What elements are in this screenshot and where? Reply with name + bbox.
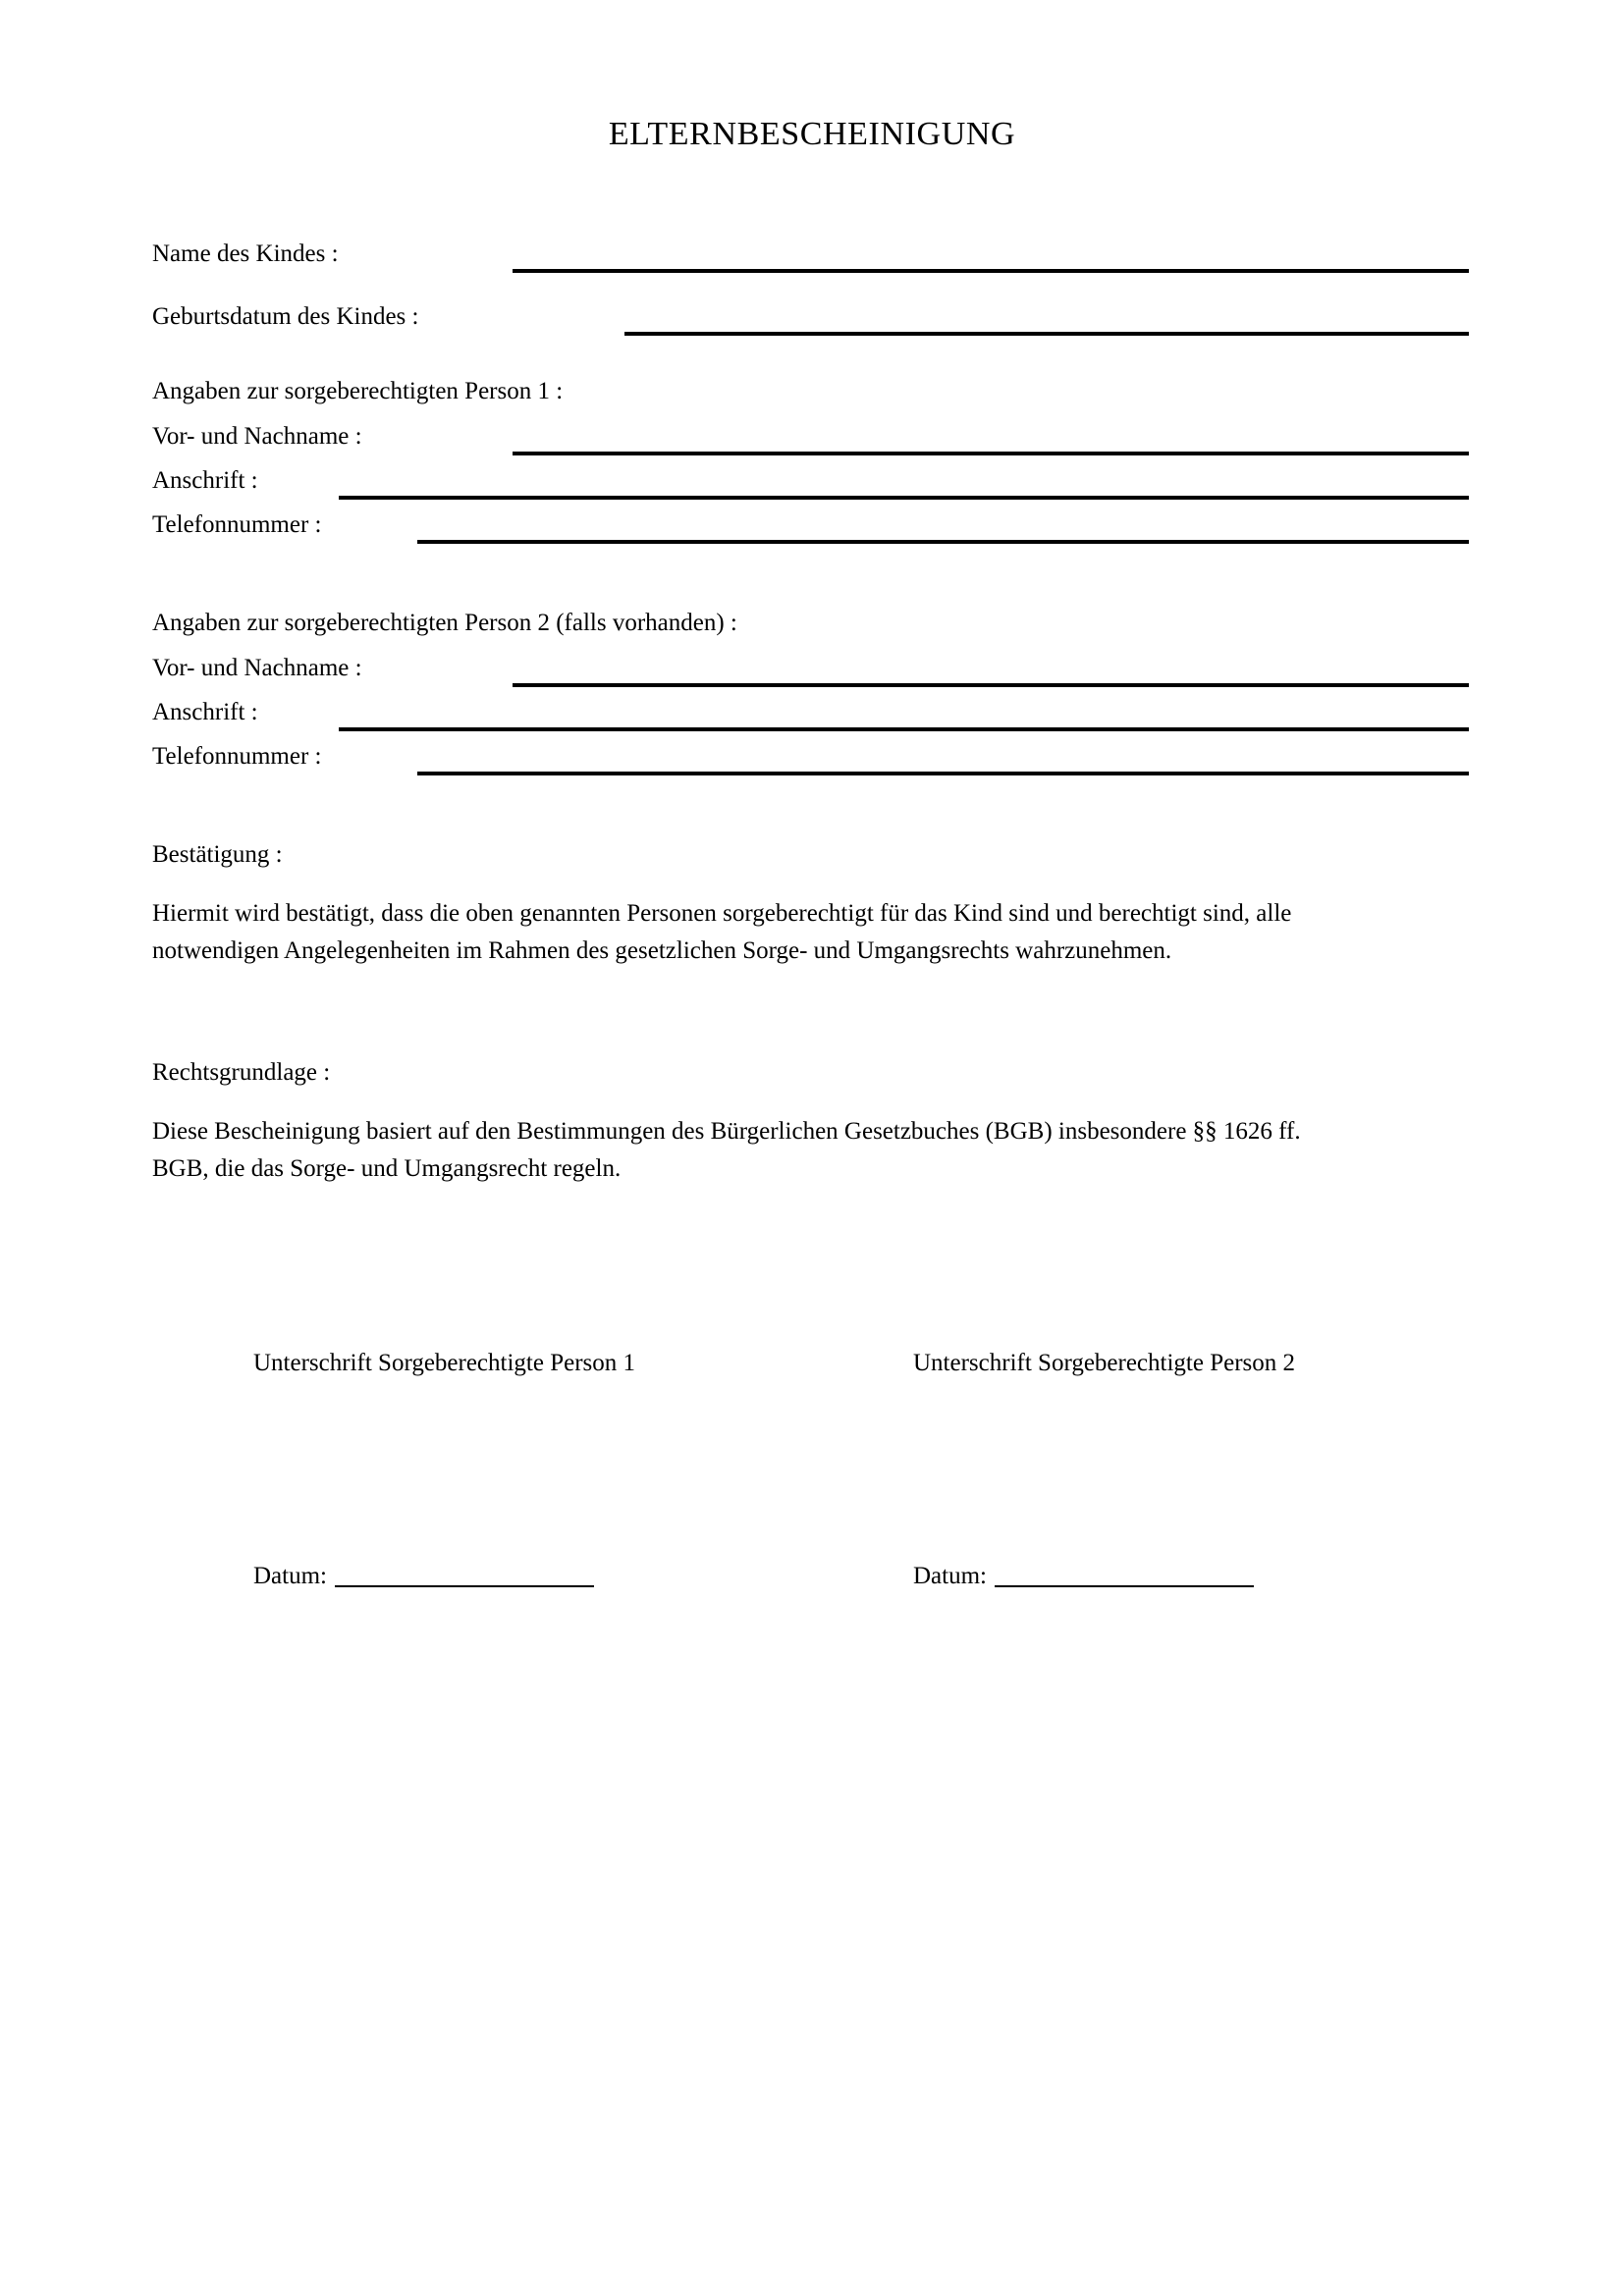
child-name-label: Name des Kindes : <box>152 240 339 267</box>
person1-fullname-input-line[interactable] <box>513 452 1469 455</box>
person2-heading: Angaben zur sorgeberechtigten Person 2 (falls vorhanden) : <box>152 610 737 636</box>
page-title: ELTERNBESCHEINIGUNG <box>608 116 1016 152</box>
person1-heading: Angaben zur sorgeberechtigten Person 1 : <box>152 378 564 404</box>
date-label-person1: Datum: <box>253 1563 327 1589</box>
person2-phone-input-line[interactable] <box>417 772 1469 775</box>
person2-fullname-label: Vor- und Nachname : <box>152 655 362 681</box>
person1-phone-input-line[interactable] <box>417 540 1469 544</box>
child-birthdate-label: Geburtsdatum des Kindes : <box>152 303 419 330</box>
legal-basis-line-2: BGB, die das Sorge- und Umgangsrecht regeln. <box>152 1155 622 1182</box>
confirmation-line-1: Hiermit wird bestätigt, dass die oben genannten Personen sorgeberechtigt für das Kind sind und berechtigt sind, alle <box>152 900 1292 927</box>
legal-basis-heading: Rechtsgrundlage : <box>152 1059 331 1086</box>
confirmation-heading: Bestätigung : <box>152 841 283 868</box>
person1-address-label: Anschrift : <box>152 467 258 494</box>
person2-address-label: Anschrift : <box>152 699 258 725</box>
person2-address-input-line[interactable] <box>339 727 1469 731</box>
child-birthdate-input-line[interactable] <box>624 332 1469 336</box>
confirmation-line-2: notwendigen Angelegenheiten im Rahmen des gesetzlichen Sorge- und Umgangsrechts wahrzunehmen. <box>152 937 1172 964</box>
signature-person1-label: Unterschrift Sorgeberechtigte Person 1 <box>253 1350 636 1376</box>
date-input-person2[interactable] <box>995 1585 1254 1587</box>
legal-basis-line-1: Diese Bescheinigung basiert auf den Bestimmungen des Bürgerlichen Gesetzbuches (BGB) insbesondere §§ 1626 ff. <box>152 1118 1301 1145</box>
date-row-person2 <box>913 1563 1254 1590</box>
date-row-person1 <box>253 1563 594 1590</box>
date-input-person1[interactable] <box>335 1585 594 1587</box>
signature-person2-label: Unterschrift Sorgeberechtigte Person 2 <box>913 1350 1296 1376</box>
child-name-input-line[interactable] <box>513 269 1469 273</box>
person1-phone-label: Telefonnummer : <box>152 511 322 538</box>
person2-fullname-input-line[interactable] <box>513 683 1469 687</box>
person2-phone-label: Telefonnummer : <box>152 743 322 770</box>
person1-fullname-label: Vor- und Nachname : <box>152 423 362 450</box>
date-label-person2: Datum: <box>913 1563 987 1589</box>
person1-address-input-line[interactable] <box>339 496 1469 500</box>
